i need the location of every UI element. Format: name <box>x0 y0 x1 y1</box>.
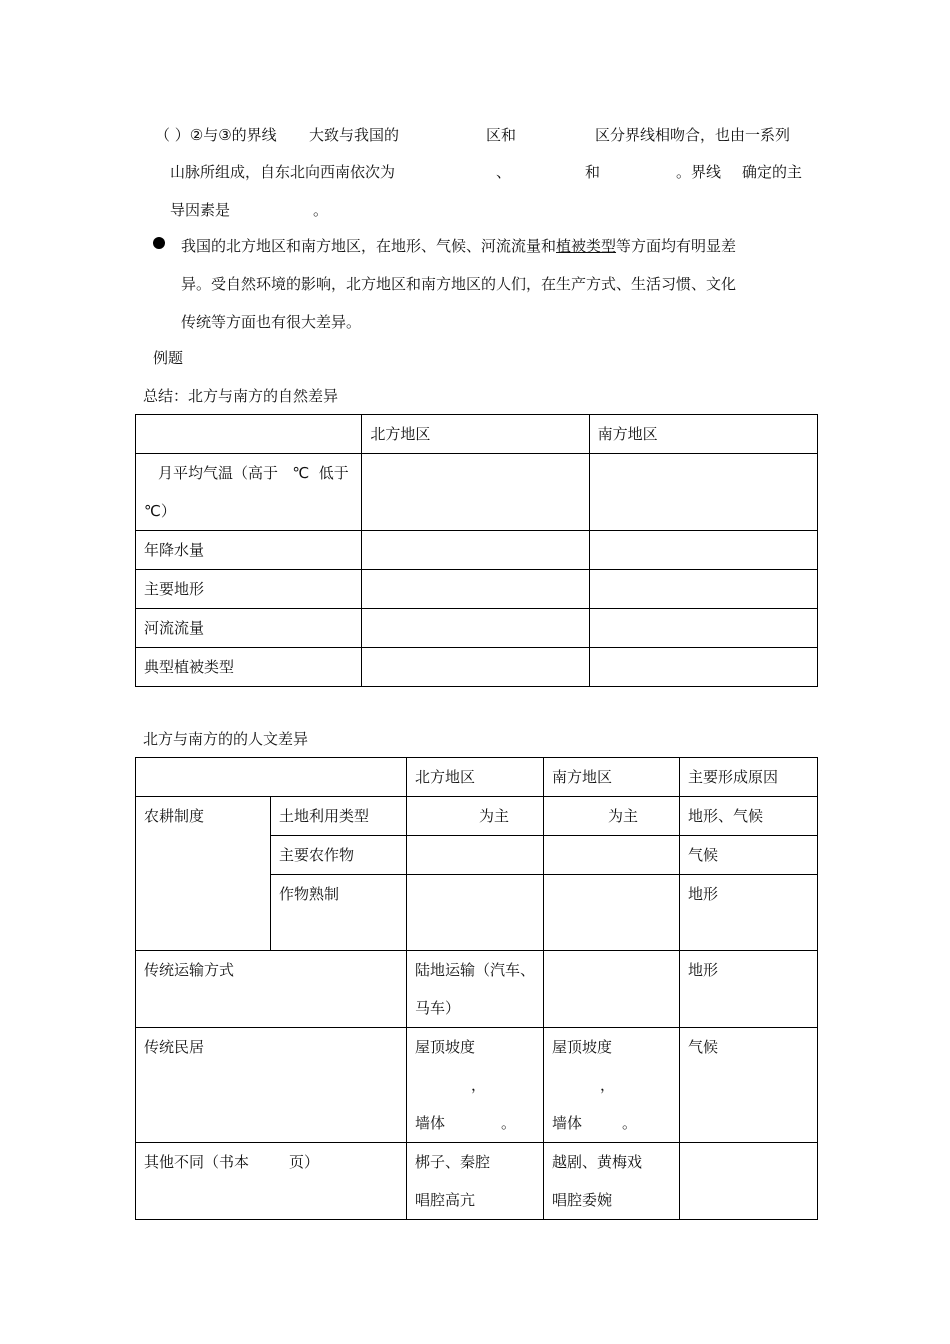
other-south-line2: 唱腔委婉 <box>551 1191 612 1209</box>
table-header-reason: 主要形成原因 <box>679 758 817 797</box>
intro-line2-part4: 。界线 <box>676 163 722 181</box>
table-row <box>136 531 818 570</box>
other-label-b: 页） <box>289 1153 320 1171</box>
table-row <box>136 1028 818 1143</box>
table-cell <box>543 875 679 951</box>
roof-south: 屋顶坡度 <box>551 1038 612 1056</box>
row-label-land-use: 土地利用类型 <box>270 797 406 836</box>
land-use-reason: 地形、气候 <box>679 797 817 836</box>
table-cell <box>543 836 679 875</box>
intro-line2-part2: 、 <box>496 163 512 181</box>
land-use-south: 为主 <box>543 797 679 836</box>
table1-title: 总结：北方与南方的自然差异 <box>143 387 339 405</box>
table-cell <box>589 454 817 531</box>
other-south <box>543 1143 679 1220</box>
table-header-north: 北方地区 <box>406 758 543 797</box>
intro-line1-part3: 区和 <box>486 126 517 144</box>
temp-label-a: 月平均气温（高于 <box>158 464 279 482</box>
wall-south-line <box>552 1104 671 1142</box>
table-cell <box>589 570 817 609</box>
table-row <box>136 797 818 836</box>
table-cell <box>589 531 817 570</box>
table-cell <box>362 454 589 531</box>
table-row <box>136 454 818 531</box>
period-north: 。 <box>500 1114 516 1132</box>
table-row <box>136 951 818 1028</box>
table-cell <box>136 415 362 454</box>
table-row <box>136 758 818 797</box>
table2-title: 北方与南方的的人文差异 <box>143 730 309 748</box>
natural-differences-table <box>135 414 818 687</box>
transport-north <box>406 951 543 1028</box>
transport-reason: 地形 <box>679 951 817 1028</box>
bullet-line1-pre: 我国的北方地区和南方地区，在地形、气候、河流流量和 <box>181 237 557 255</box>
wall-north-line <box>415 1104 535 1142</box>
other-north <box>406 1143 543 1220</box>
temp-label-c: 低于 <box>318 464 349 482</box>
row-label-terrain: 主要地形 <box>136 570 362 609</box>
table-cell <box>362 570 589 609</box>
bullet-line3: 传统等方面也有很大差异。 <box>181 313 362 331</box>
row-label-other <box>136 1143 407 1220</box>
intro-line2-part5: 确定的主 <box>742 163 803 181</box>
row-label-housing: 传统民居 <box>136 1028 407 1143</box>
example-label: 例题 <box>153 349 184 367</box>
temp-label-d: ℃） <box>144 502 176 520</box>
table-row <box>136 648 818 687</box>
other-north-line1: 梆子、秦腔 <box>414 1153 490 1171</box>
intro-line1-part4: 区分界线相吻合，也由一系列 <box>595 126 791 144</box>
table-row <box>136 570 818 609</box>
intro-line3-part2: 。 <box>313 201 329 219</box>
row-label-crops: 主要农作物 <box>270 836 406 875</box>
row-label-vegetation: 典型植被类型 <box>136 648 362 687</box>
roof-north: 屋顶坡度 <box>414 1038 475 1056</box>
bullet-line2: 异。受自然环境的影响，北方地区和南方地区的人们，在生产方式、生活习惯、文化 <box>181 275 737 293</box>
table-cell <box>362 531 589 570</box>
transport-north-line1: 陆地运输（汽车、 <box>414 961 535 979</box>
row-label-maturity: 作物熟制 <box>270 875 406 951</box>
intro-line3-part1: 导因素是 <box>170 201 231 219</box>
intro-line2-part3: 和 <box>585 163 601 181</box>
other-north-line2: 唱腔高亢 <box>414 1191 475 1209</box>
comma-south: ， <box>599 1076 615 1094</box>
other-south-line1: 越剧、黄梅戏 <box>551 1153 642 1171</box>
intro-line1-part2: 大致与我国的 <box>309 126 400 144</box>
table-cell <box>589 648 817 687</box>
bullet-dot-icon <box>153 237 165 249</box>
land-use-north: 为主 <box>406 797 543 836</box>
table-row <box>136 609 818 648</box>
maturity-reason: 地形 <box>679 875 817 951</box>
cultural-differences-table <box>135 757 818 1220</box>
row-label-farming: 农耕制度 <box>136 797 271 951</box>
bullet-line1 <box>181 235 736 256</box>
housing-north <box>406 1028 543 1143</box>
row-label-temperature <box>136 454 362 531</box>
table-cell <box>543 951 679 1028</box>
table-header-south: 南方地区 <box>589 415 817 454</box>
housing-south <box>543 1028 679 1143</box>
table-cell <box>589 609 817 648</box>
temp-label-b: ℃ <box>292 464 310 482</box>
wall-south: 墙体 <box>551 1114 582 1132</box>
housing-reason: 气候 <box>679 1028 817 1143</box>
row-label-river-flow: 河流流量 <box>136 609 362 648</box>
table-cell <box>679 1143 817 1220</box>
table-cell <box>406 875 543 951</box>
table-cell <box>362 648 589 687</box>
row-label-precipitation: 年降水量 <box>136 531 362 570</box>
period-south: 。 <box>622 1114 638 1132</box>
table-cell <box>406 836 543 875</box>
other-label-a: 其他不同（书本 <box>144 1153 250 1171</box>
bullet-line1-post: 等方面均有明显差 <box>616 237 737 255</box>
table-cell <box>362 609 589 648</box>
wall-north: 墙体 <box>414 1114 445 1132</box>
table-row <box>136 1143 818 1220</box>
transport-north-line2: 马车） <box>414 999 460 1017</box>
table-cell <box>136 758 407 797</box>
table-header-north: 北方地区 <box>362 415 589 454</box>
comma-north: ， <box>470 1076 486 1094</box>
table-row <box>136 415 818 454</box>
intro-line2-part1: 山脉所组成，自东北向西南依次为 <box>170 163 396 181</box>
crops-reason: 气候 <box>679 836 817 875</box>
intro-line1-part1: （ ）②与③的界线 <box>155 126 277 144</box>
table-header-south: 南方地区 <box>543 758 679 797</box>
bullet-line1-underlined: 植被类型 <box>556 237 617 255</box>
row-label-transport: 传统运输方式 <box>136 951 407 1028</box>
